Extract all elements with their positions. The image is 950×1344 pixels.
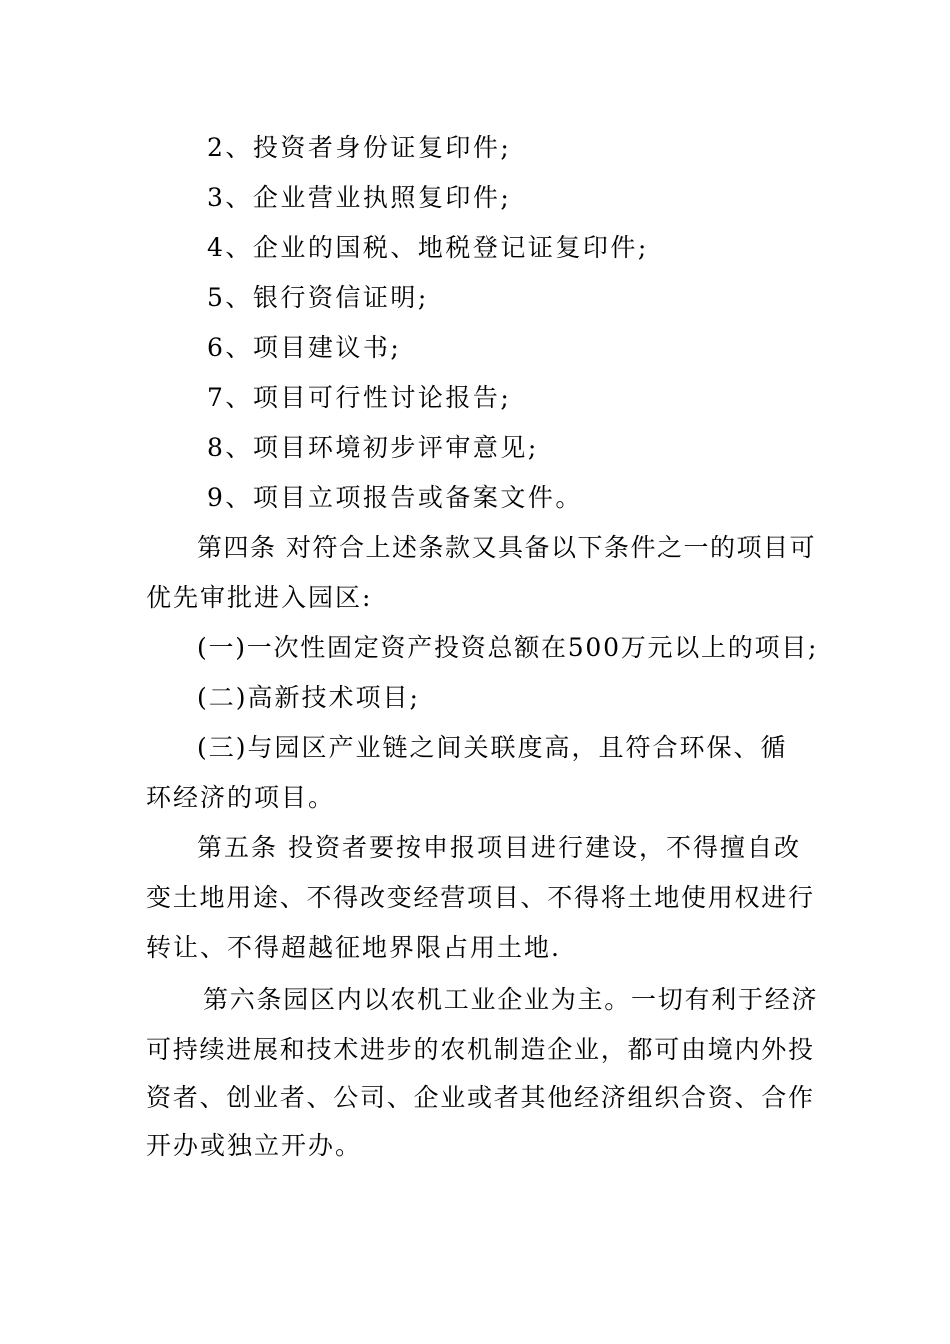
article-5-line-3: 转让、不得超越征地界限占用土地. bbox=[146, 933, 561, 962]
article-6-line-3: 资者、创业者、公司、企业或者其他经济组织合资、合作 bbox=[146, 1083, 815, 1112]
article-4-line-2: 优先审批进入园区: bbox=[146, 583, 373, 612]
article-5-line-2: 变土地用途、不得改变经营项目、不得将土地使用权进行 bbox=[146, 883, 815, 912]
article-6-line-1: 第六条园区内以农机工业企业为主。一切有利于经济 bbox=[203, 985, 819, 1014]
list-item-3: 3、企业营业执照复印件; bbox=[207, 183, 512, 212]
list-item-5: 5、银行资信证明; bbox=[207, 283, 429, 312]
list-item-7: 7、项目可行性讨论报告; bbox=[207, 383, 512, 412]
list-item-4: 4、企业的国税、地税登记证复印件; bbox=[207, 233, 649, 262]
article-6-line-2: 可持续进展和技术进步的农机制造企业，都可由境内外投 bbox=[146, 1035, 815, 1064]
article-5-line-1: 第五条 投资者要按申报项目进行建设，不得擅自改 bbox=[197, 833, 801, 862]
condition-2: (二)高新技术项目; bbox=[197, 683, 420, 712]
condition-3-line-2: 环经济的项目。 bbox=[146, 783, 336, 812]
list-item-6: 6、项目建议书; bbox=[207, 333, 402, 362]
condition-1: (一)一次性固定资产投资总额在500万元以上的项目; bbox=[197, 633, 819, 662]
condition-3-line-1: (三)与园区产业链之间关联度高，且符合环保、循 bbox=[197, 733, 788, 762]
list-item-8: 8、项目环境初步评审意见; bbox=[207, 433, 539, 462]
article-6-line-4: 开办或独立开办。 bbox=[146, 1131, 363, 1160]
article-4-line-1: 第四条 对符合上述条款又具备以下条件之一的项目可 bbox=[197, 533, 816, 562]
list-item-2: 2、投资者身份证复印件; bbox=[207, 133, 512, 162]
list-item-9: 9、项目立项报告或备案文件。 bbox=[207, 483, 583, 512]
